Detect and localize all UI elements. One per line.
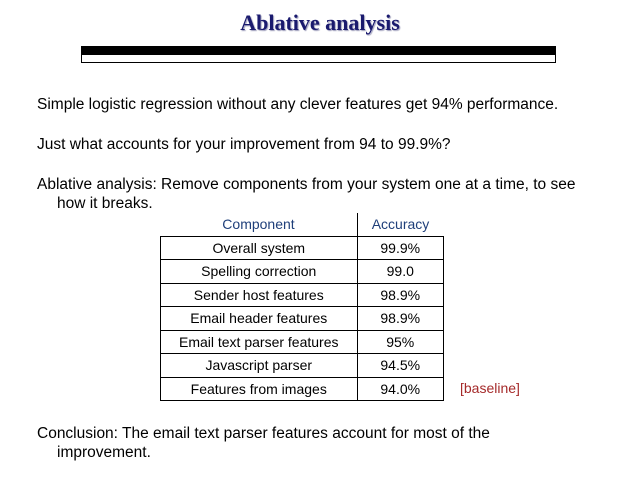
- table-row: [161, 260, 444, 284]
- paragraph-conclusion-line2: improvement.: [57, 444, 151, 461]
- table-header-row: [161, 213, 444, 236]
- cell-accuracy: 94.0%: [357, 377, 444, 401]
- cell-component: Sender host features: [161, 283, 358, 307]
- cell-accuracy: 94.5%: [357, 354, 444, 378]
- cell-component: Spelling correction: [161, 260, 358, 284]
- header-accuracy: Accuracy: [357, 213, 444, 236]
- cell-component: Javascript parser: [161, 354, 358, 378]
- cell-accuracy: 99.0: [357, 260, 444, 284]
- cell-component: Email text parser features: [161, 330, 358, 354]
- table-row: [161, 307, 444, 331]
- slide-title: Ablative analysis: [240, 10, 400, 35]
- cell-accuracy: 99.9%: [357, 236, 444, 260]
- cell-accuracy: 98.9%: [357, 307, 444, 331]
- cell-accuracy: 98.9%: [357, 283, 444, 307]
- paragraph-conclusion: [37, 424, 490, 462]
- ablation-table: [160, 213, 444, 401]
- paragraph-question: Just what accounts for your improvement from 94 to 99.9%?: [37, 136, 451, 153]
- table-row: [161, 377, 444, 401]
- cell-accuracy: 95%: [357, 330, 444, 354]
- header-component: Component: [161, 213, 358, 236]
- table-row: [161, 354, 444, 378]
- paragraph-intro: Simple logistic regression without any clever features get 94% performance.: [37, 96, 559, 113]
- paragraph-ablative-line1: Ablative analysis: Remove components from your system one at a time, to see: [37, 176, 576, 193]
- title-rule-thin: [81, 54, 556, 63]
- paragraph-ablative: [37, 175, 575, 213]
- title-rule-thick: [81, 46, 556, 54]
- table-row: [161, 236, 444, 260]
- baseline-annotation: [baseline]: [460, 380, 520, 396]
- paragraph-conclusion-line1: Conclusion: The email text parser features account for most of the: [37, 425, 490, 442]
- cell-component: Features from images: [161, 377, 358, 401]
- paragraph-ablative-line2: how it breaks.: [57, 195, 153, 212]
- cell-component: Overall system: [161, 236, 358, 260]
- table-row: [161, 330, 444, 354]
- table-row: [161, 283, 444, 307]
- cell-component: Email header features: [161, 307, 358, 331]
